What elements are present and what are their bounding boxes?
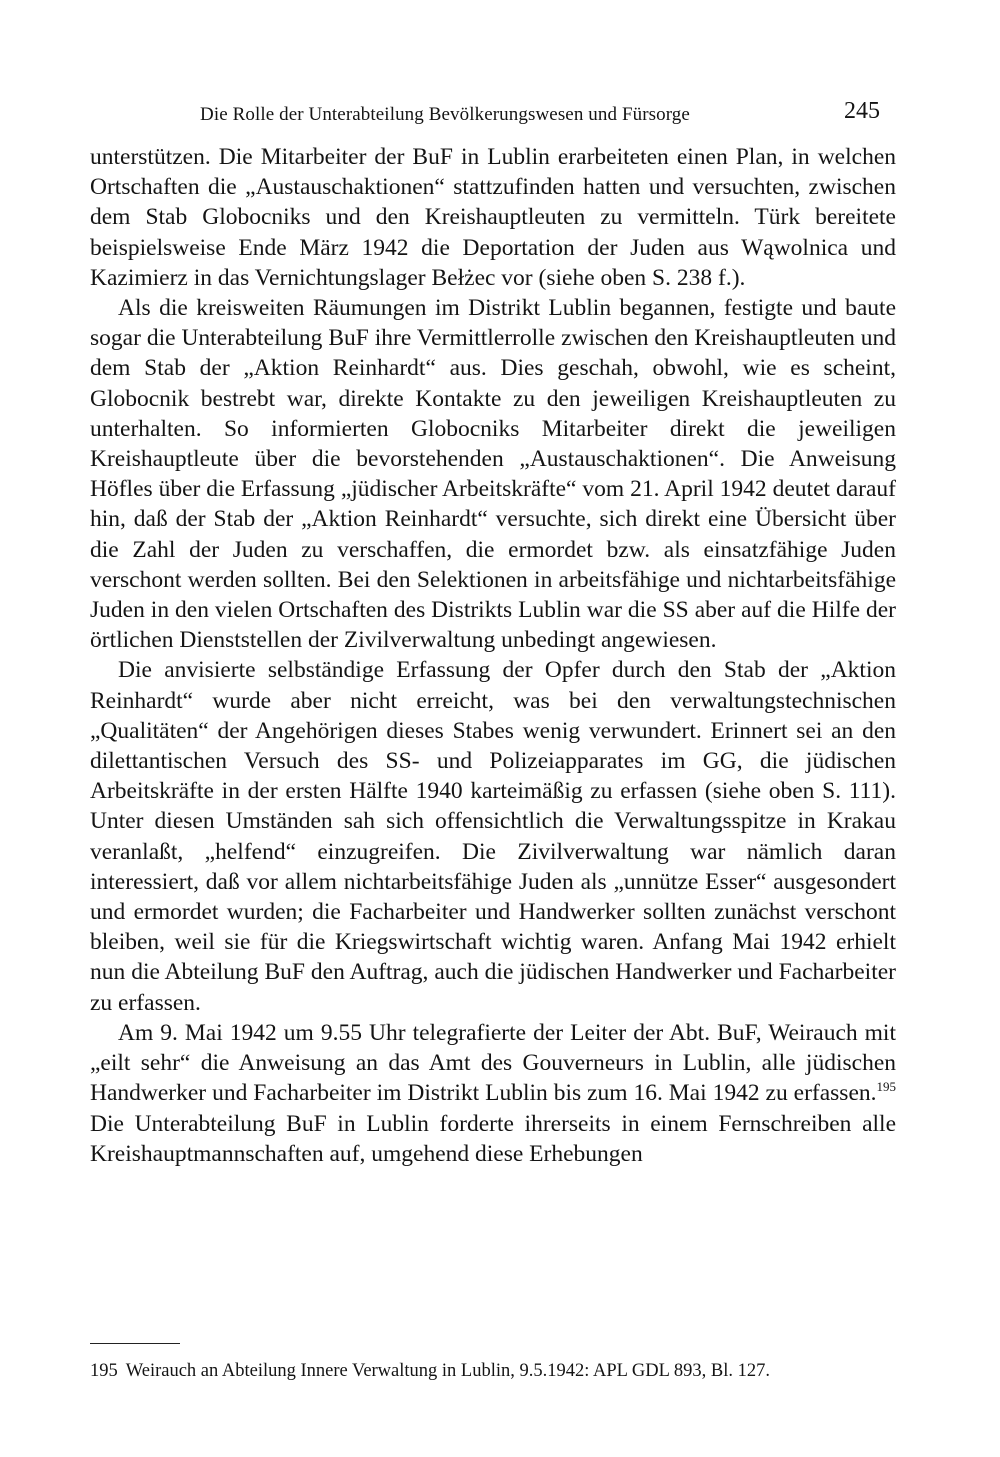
body-text: [90, 142, 896, 1169]
paragraph-4: [90, 1018, 896, 1169]
footnote-number: 195: [90, 1361, 118, 1381]
paragraph-3: Die anvisierte selbständige Erfassung der Opfer durch den Stab der „Aktion Reinhardt“ wurde aber nicht erreicht, was bei den verwaltungstechnischen „Qualitäten“ der Angehörigen dieses Stabes wenig verwundert. Erinnert sei an den dilettantischen Versuch des SS- und Polizeiapparates im GG, die jüdischen Arbeitskräfte in der ersten Hälfte 1940 karteimäßig zu erfassen (siehe oben S. 111). Unter diesen Umständen sah sich offensichtlich die Verwaltungsspitze in Krakau veranlaßt, „helfend“ einzugreifen. Die Zivilverwaltung war nämlich daran interessiert, daß vor allem nichtarbeitsfähige Juden als „unnütze Esser“ ausgesondert und ermordet wurden; die Facharbeiter und Handwerker sollten zunächst verschont bleiben, weil sie für die Kriegswirtschaft wichtig waren. Anfang Mai 1942 erhielt nun die Abteilung BuF den Auftrag, auch die jüdischen Handwerker und Facharbeiter zu erfassen.: [90, 657, 896, 1016]
footnote-reference: 195: [876, 1079, 896, 1095]
paragraph-4-text-before-note: Am 9. Mai 1942 um 9.55 Uhr telegrafierte der Leiter der Abt. BuF, Weirauch mit „eilt sehr“ die Anweisung an das Amt des Gouverneurs in Lublin, alle jüdischen Handwerker und Facharbeiter im Distrikt Lublin bis zum 16. Mai 1942 zu erfassen.: [90, 1019, 896, 1107]
running-head: [200, 98, 1000, 134]
paragraph-1: unterstützen. Die Mitarbeiter der BuF in Lublin erarbeiteten einen Plan, in welchen Ortschaften die „Austauschaktionen“ stattzufinden hatten und versuchten, zwischen dem Stab Globocniks und den Kreishauptleuten zu vermitteln. Türk bereitete beispielsweise Ende März 1942 die Deportation der Juden aus Wąwolnica und Kazimierz in das Vernichtungslager Bełżec vor (siehe oben S. 238 f.).: [90, 144, 896, 291]
footnote-separator: [90, 1343, 180, 1344]
running-title: Die Rolle der Unterabteilung Bevölkerungswesen und Fürsorge: [200, 104, 690, 125]
paragraph-4-text-after-note: Die Unterabteilung BuF in Lublin forderte ihrerseits in einem Fernschreiben alle Kreishauptmannschaften auf, umgehend diese Erhebungen: [90, 1110, 896, 1167]
paragraph-2: Als die kreisweiten Räumungen im Distrikt Lublin begannen, festigte und baute sogar die Unterabteilung BuF ihre Vermittlerrolle zwischen den Kreishauptleuten und dem Stab der „Aktion Reinhardt“ aus. Dies geschah, obwohl, wie es scheint, Globocnik bestrebt war, direkte Kontakte zu den jeweiligen Kreishauptleuten zu unterhalten. So informierten Globocniks Mitarbeiter direkt die jeweiligen Kreishauptleute über die bevorstehenden „Austauschaktionen“. Die Anweisung Höfles über die Erfassung „jüdischer Arbeitskräfte“ vom 21. April 1942 deutet darauf hin, daß der Stab der „Aktion Reinhardt“ versuchte, sich direkt eine Übersicht über die Zahl der Juden zu verschaffen, die ermordet bzw. als einsatzfähige Juden verschont werden sollten. Bei den Selektionen in arbeitsfähige und nichtarbeitsfähige Juden in den vielen Ortschaften des Distrikts Lublin war die SS aber auf die Hilfe der örtlichen Dienststellen der Zivilverwaltung unbedingt angewiesen.: [90, 295, 896, 654]
footnote-text: Weirauch an Abteilung Innere Verwaltung in Lublin, 9.5.1942: APL GDL 893, Bl. 127.: [125, 1361, 770, 1381]
footnote: [90, 1361, 896, 1382]
page-number: 245: [844, 98, 880, 124]
